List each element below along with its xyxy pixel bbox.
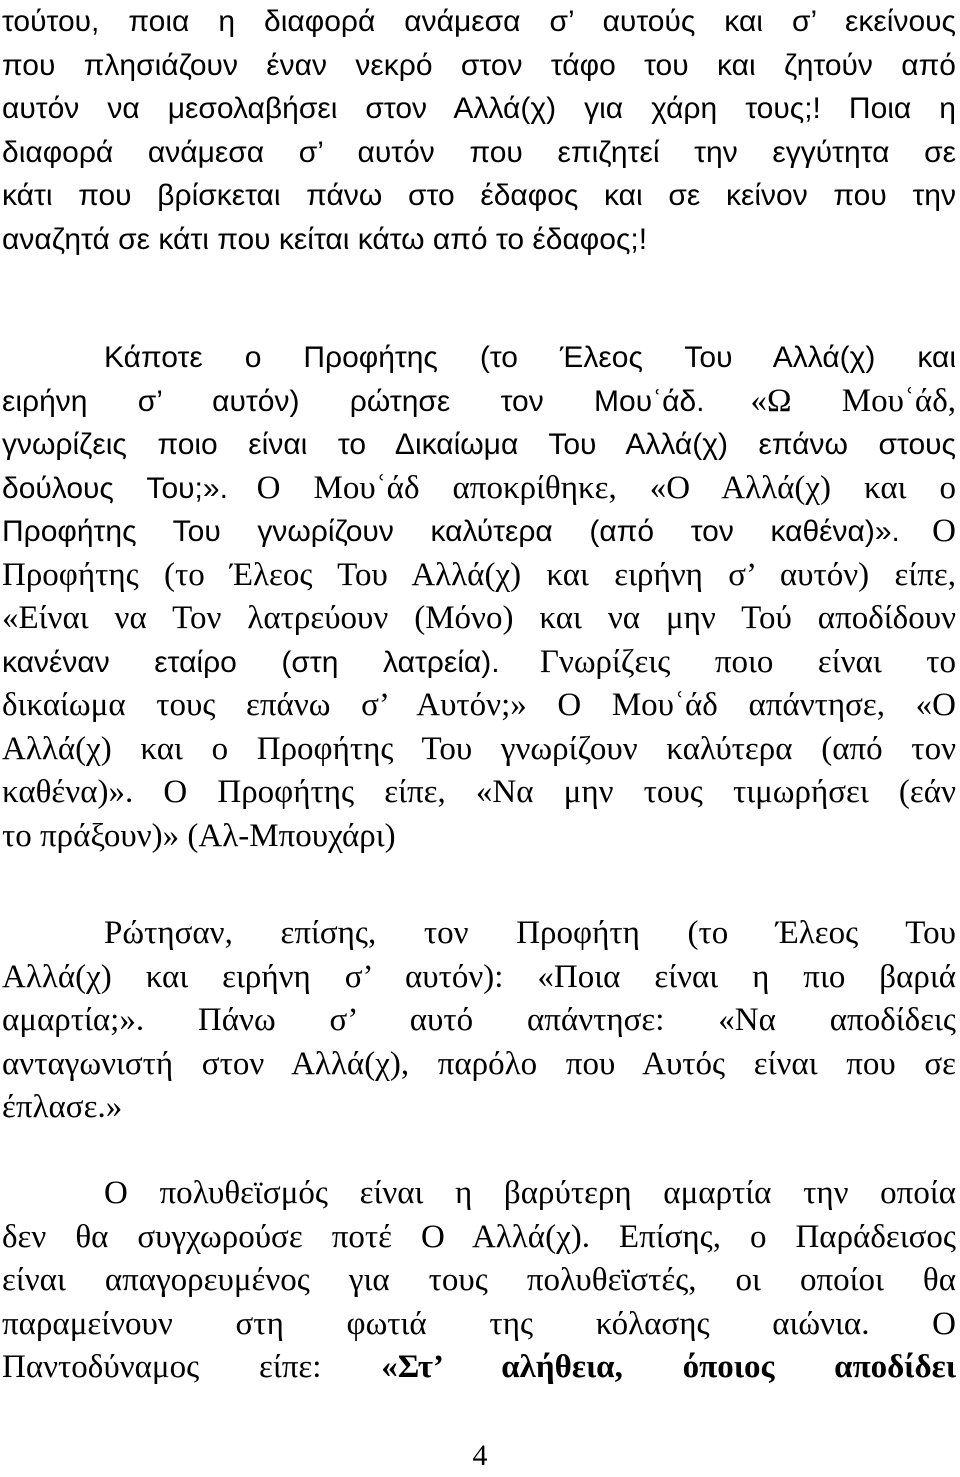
text-line: Ρώτησαν, επίσης, τον Προφήτη (το Έλεος Του: [104, 915, 956, 951]
page-number: 4: [472, 1439, 488, 1472]
text-line: δεν θα συγχωρούσε ποτέ Ο Αλλά(χ). Επίσης, ο Παράδεισος: [2, 1218, 956, 1255]
paragraph-1: [2, 0, 956, 261]
text-line: Ο πολυθεϊσμός είναι η βαρύτερη αμαρτία την οποία: [104, 1175, 956, 1211]
text-segment: κανέναν εταίρο (στη λατρεία).: [2, 645, 500, 679]
text-line: κάτι που βρίσκεται πάνω στο έδαφος και σε κείνον που την: [2, 179, 956, 212]
text-line: «Είναι να Τον λατρεύουν (Μόνο) και να μην Τού αποδίδουν: [2, 600, 956, 636]
text-segment: Παντοδύναμος είπε:: [2, 1349, 322, 1385]
text-line: δικαίωμα τους επάνω σ’ Αυτόν;» Ο Μουʿάδ απάντησε, «Ο: [2, 687, 956, 723]
text-line: [2, 510, 956, 554]
paragraph-2: [2, 336, 956, 858]
text-line: το πράξουν)» (Αλ-Μπουχάρι): [2, 817, 396, 854]
text-line: αναζητά σε κάτι που κείται κάτω από το έδαφος;!: [2, 222, 648, 256]
text-line: Αλλά(χ) και ειρήνη σ’ αυτόν): «Ποια είναι η πιο βαριά: [2, 958, 956, 995]
text-line: ανταγωνιστή στον Αλλά(χ), παρόλο που Αυτός είναι που σε: [2, 1045, 956, 1082]
text-segment: «Ω Μουʿάδ,: [750, 382, 956, 419]
text-line: που πλησιάζουν έναν νεκρό στον τάφο του και ζητούν από: [2, 48, 956, 82]
text-line: γνωρίζεις ποιο είναι το Δικαίωμα Του Αλλά(χ) επάνω στους: [2, 428, 956, 461]
text-line: Προφήτης (το Έλεος Του Αλλά(χ) και ειρήνη σ’ αυτόν) είπε,: [2, 556, 956, 593]
text-line: διαφορά ανάμεσα σ’ αυτόν που επιζητεί την εγγύτητα σε: [2, 135, 956, 169]
text-line: έπλασε.»: [2, 1089, 123, 1125]
text-line: Αλλά(χ) και ο Προφήτης Του γνωρίζουν καλύτερα (από τον: [2, 730, 956, 767]
paragraph-4: [2, 1172, 956, 1390]
text-line: [2, 1346, 956, 1390]
text-line: [2, 467, 956, 511]
text-segment: Ο: [932, 513, 956, 549]
text-line: [2, 641, 956, 685]
text-line: τούτου, ποια η διαφορά ανάμεσα σ’ αυτούς και σ’ εκείνους: [2, 5, 956, 38]
text-line: [2, 380, 956, 424]
text-line: είναι απαγορευμένος για τους πολυθεϊστές, οι οποίοι θα: [2, 1262, 956, 1298]
quote-segment: «Στ’ αλήθεια, όποιος αποδίδει: [381, 1349, 956, 1385]
text-line: καθένα)». Ο Προφήτης είπε, «Να μην τους τιμωρήσει (εάν: [2, 774, 956, 810]
text-segment: δούλους Του;».: [2, 471, 228, 505]
text-line: αυτόν να μεσολαβήσει στον Αλλά(χ) για χάρη τους;! Ποια η: [2, 92, 956, 125]
text-segment: Γνωρίζεις ποιο είναι το: [539, 643, 956, 680]
text-line: αμαρτία;». Πάνω σ’ αυτό απάντησε: «Να αποδίδεις: [2, 1002, 956, 1038]
text-segment: Ο Μουʿάδ αποκρίθηκε, «Ο Αλλά(χ) και ο: [256, 469, 956, 506]
text-line: Κάποτε ο Προφήτης (το Έλεος Του Αλλά(χ) και: [104, 341, 956, 374]
text-segment: ειρήνη σ’ αυτόν) ρώτησε τον Μουʿάδ.: [2, 384, 705, 418]
text-segment: Προφήτης Του γνωρίζουν καλύτερα (από τον καθένα)».: [2, 515, 900, 548]
text-line: παραμείνουν στη φωτιά της κόλασης αιώνια. Ο: [2, 1305, 956, 1342]
paragraph-3: [2, 912, 956, 1130]
